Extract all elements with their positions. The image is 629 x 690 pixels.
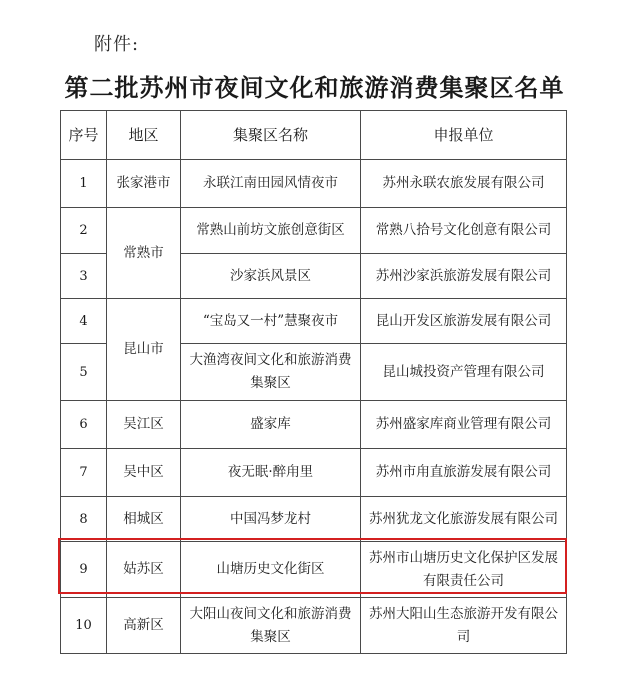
cell-no: 9: [61, 542, 107, 598]
cell-unit: 苏州永联农旅发展有限公司: [361, 160, 567, 208]
cell-no: 6: [61, 401, 107, 449]
cell-area: 夜无眠·醉甪里: [181, 449, 361, 497]
cell-region: 姑苏区: [107, 542, 181, 598]
cell-no: 1: [61, 160, 107, 208]
cell-unit: 苏州盛家库商业管理有限公司: [361, 401, 567, 449]
cell-unit: 苏州沙家浜旅游发展有限公司: [361, 254, 567, 299]
cell-no: 8: [61, 497, 107, 542]
table-row: [61, 598, 567, 654]
attachment-label: 附件:: [94, 34, 140, 55]
cell-area: 中国冯梦龙村: [181, 497, 361, 542]
cell-area: 沙家浜风景区: [181, 254, 361, 299]
cell-no: 5: [61, 344, 107, 401]
cluster-list-table: [60, 110, 567, 654]
cell-region: 吴江区: [107, 401, 181, 449]
cell-unit: 苏州大阳山生态旅游开发有限公司: [361, 598, 567, 654]
cell-unit: 昆山开发区旅游发展有限公司: [361, 299, 567, 344]
header-area: 集聚区名称: [181, 111, 361, 160]
cell-region: 张家港市: [107, 160, 181, 208]
cell-unit: 昆山城投资产管理有限公司: [361, 344, 567, 401]
cell-region: 高新区: [107, 598, 181, 654]
cell-no: 2: [61, 208, 107, 254]
cell-no: 3: [61, 254, 107, 299]
table-row: [61, 542, 567, 598]
cell-unit: 苏州市山塘历史文化保护区发展有限责任公司: [361, 542, 567, 598]
document-title: 第二批苏州市夜间文化和旅游消费集聚区名单: [64, 74, 565, 102]
cell-area: 盛家库: [181, 401, 361, 449]
cell-region: 常熟市: [107, 208, 181, 299]
cell-no: 10: [61, 598, 107, 654]
cell-region: 相城区: [107, 497, 181, 542]
cell-unit: 常熟八拾号文化创意有限公司: [361, 208, 567, 254]
cell-no: 7: [61, 449, 107, 497]
table-row: [61, 299, 567, 344]
cell-area: 山塘历史文化街区: [181, 542, 361, 598]
header-no: 序号: [61, 111, 107, 160]
cell-region: 昆山市: [107, 299, 181, 401]
header-unit: 申报单位: [361, 111, 567, 160]
cell-region: 吴中区: [107, 449, 181, 497]
cell-area: 常熟山前坊文旅创意街区: [181, 208, 361, 254]
cell-area: “宝岛又一村”慧聚夜市: [181, 299, 361, 344]
table-row: [61, 449, 567, 497]
cell-unit: 苏州犹龙文化旅游发展有限公司: [361, 497, 567, 542]
cell-no: 4: [61, 299, 107, 344]
cell-area: 永联江南田园风情夜市: [181, 160, 361, 208]
cell-area: 大阳山夜间文化和旅游消费集聚区: [181, 598, 361, 654]
cell-unit: 苏州市甪直旅游发展有限公司: [361, 449, 567, 497]
table-row: [61, 160, 567, 208]
table-header-row: [61, 111, 567, 160]
table-row: [61, 401, 567, 449]
header-region: 地区: [107, 111, 181, 160]
cell-area: 大渔湾夜间文化和旅游消费集聚区: [181, 344, 361, 401]
table-row: [61, 497, 567, 542]
table-row: [61, 208, 567, 254]
